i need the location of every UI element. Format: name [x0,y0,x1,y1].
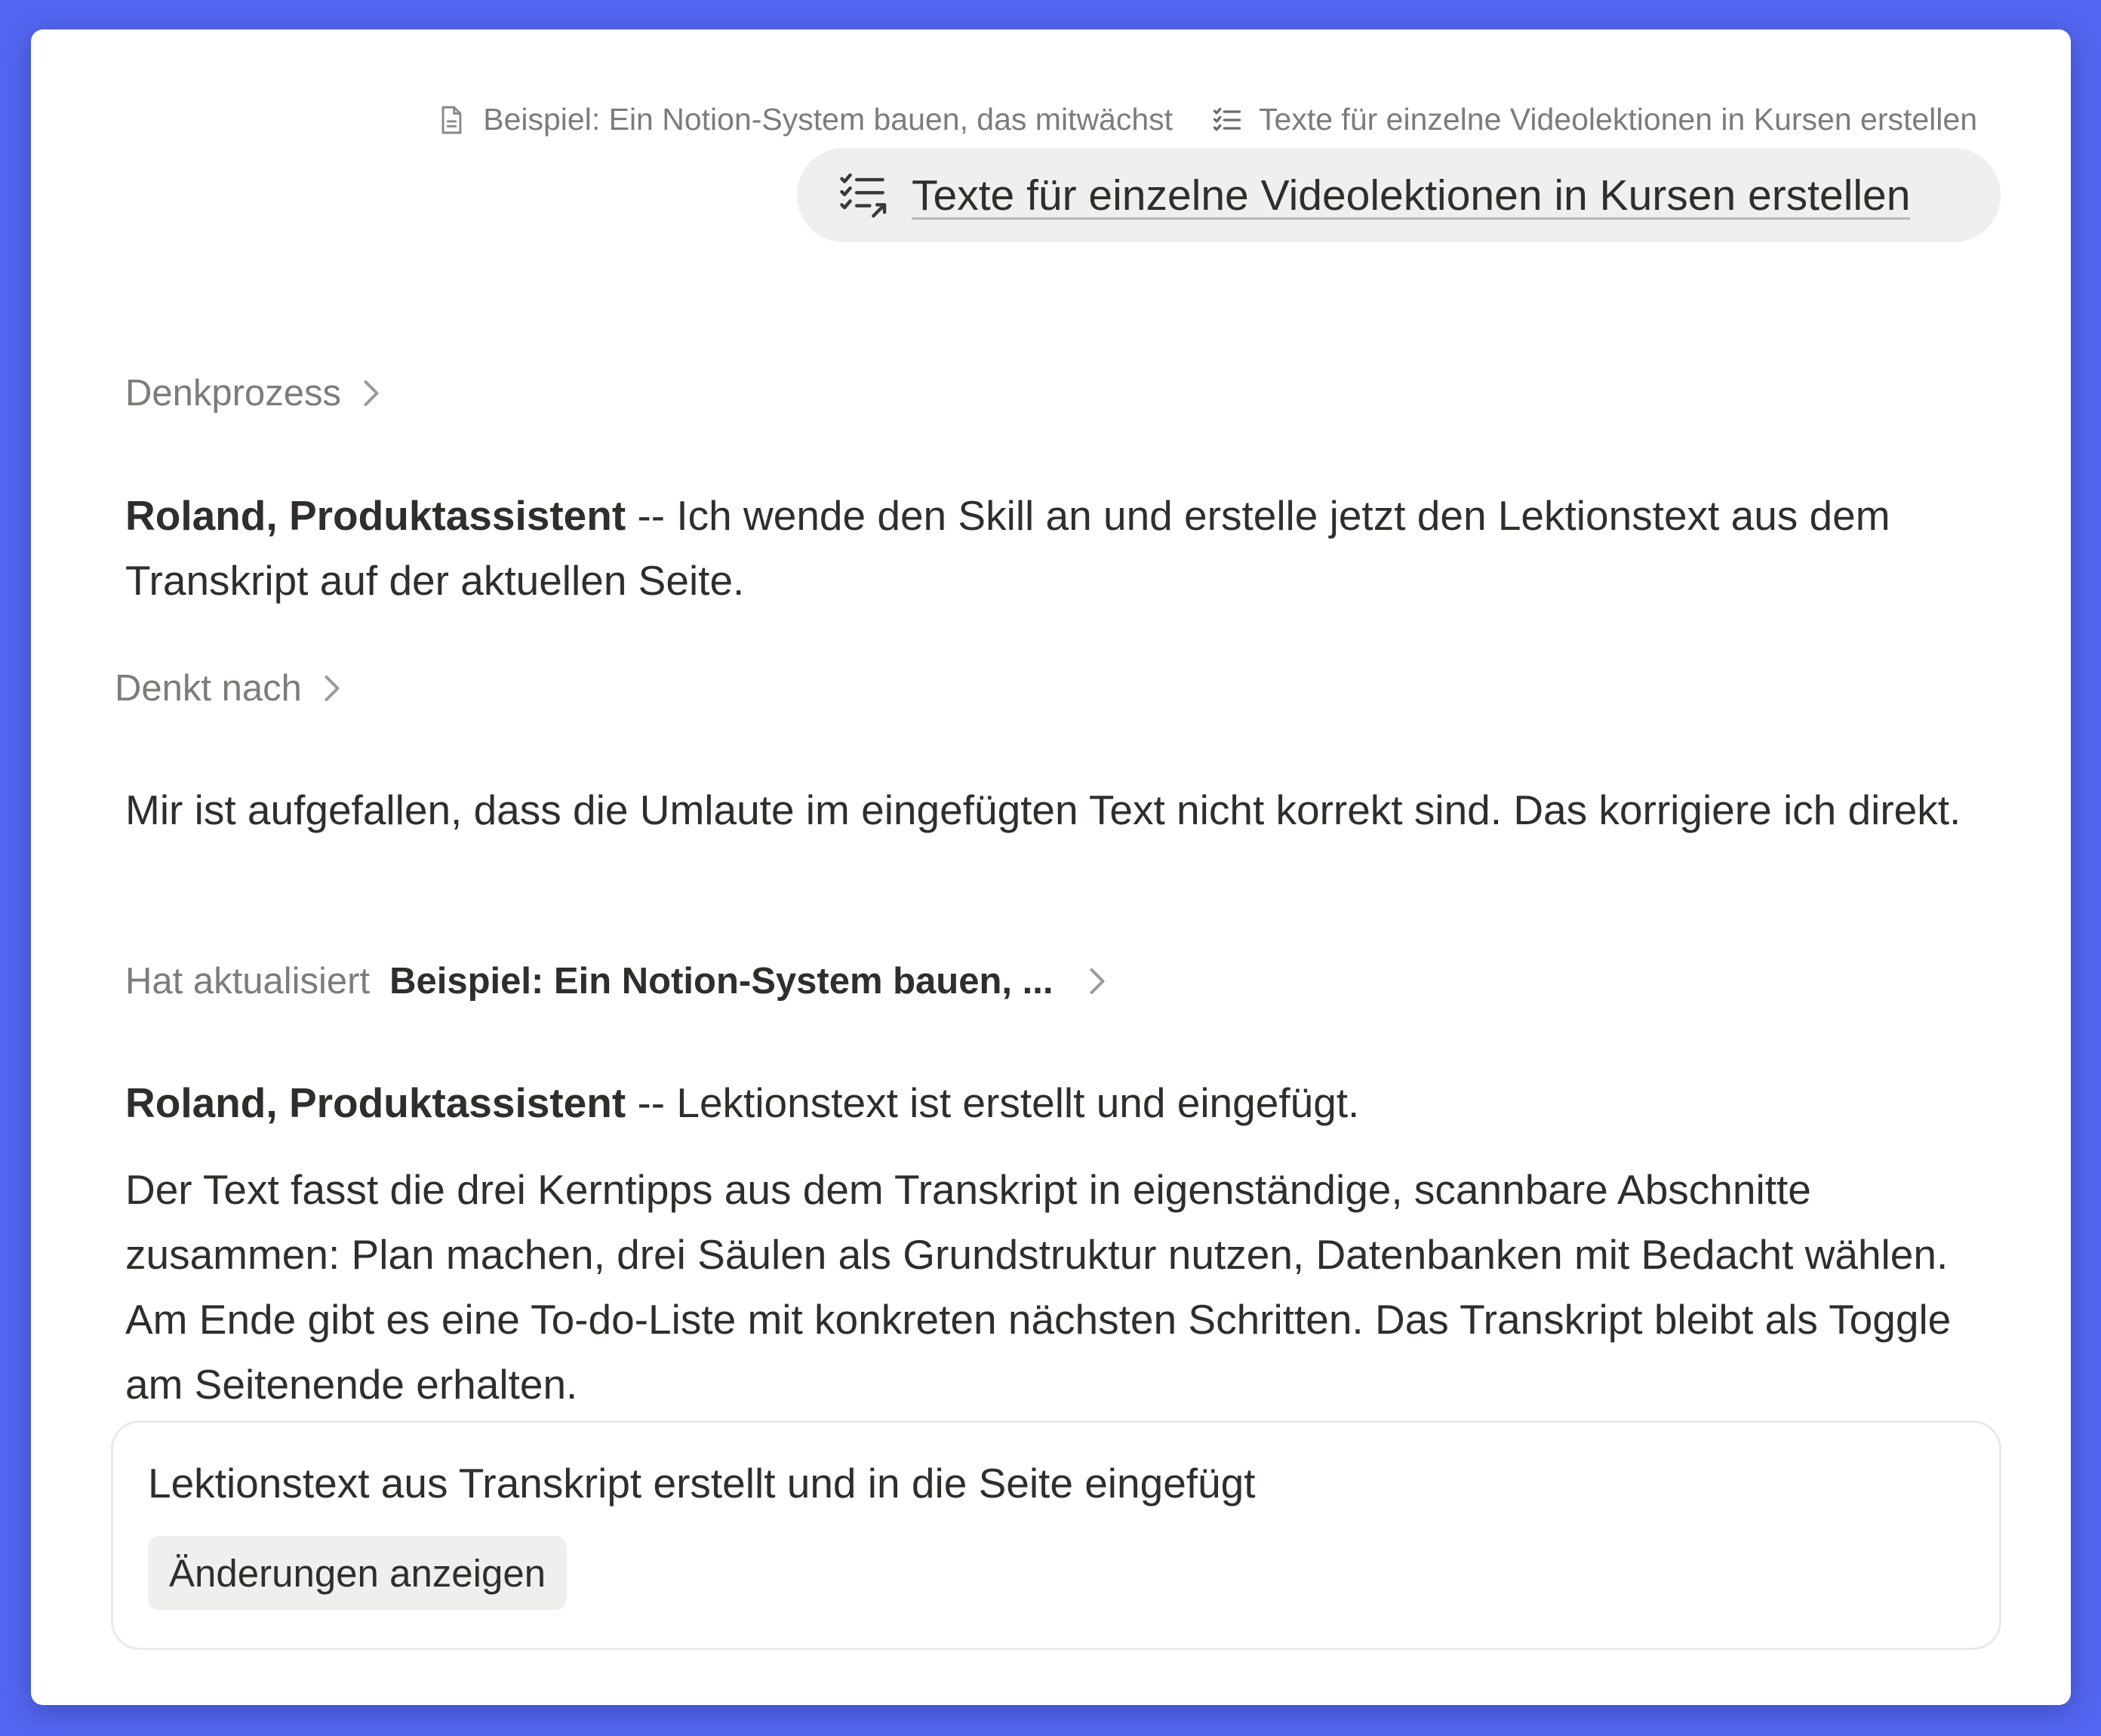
skill-pill[interactable] [797,148,2001,242]
change-summary-text: Lektionstext aus Transkript erstellt und in die Seite eingefügt [148,1460,1256,1507]
message-3 [125,1070,2012,1135]
message-3-text: -- Lektionstext ist erstellt und eingefügt. [626,1079,1360,1126]
skill-pill-label: Texte für einzelne Videolektionen in Kursen erstellen [912,171,1911,220]
message-3-author: Roland, Produktassistent [125,1079,626,1126]
checklist-icon [1210,103,1244,137]
thinking-process-label: Denkprozess [125,373,341,414]
thinking-process-toggle[interactable] [125,372,382,414]
message-1-author: Roland, Produktassistent [125,492,626,539]
context-page-label: Beispiel: Ein Notion-System bauen, das mitwächst [483,102,1174,137]
chevron-right-icon [1087,966,1108,996]
document-icon [435,103,468,137]
checklist-arrow-icon [838,171,891,220]
show-changes-button[interactable]: Änderungen anzeigen [148,1536,567,1610]
message-4: Der Text fasst die drei Kerntipps aus dem Transkript in eigenständige, scannbare Abschnitte zusammen: Plan machen, drei Säulen als Grundstruktur nutzen, Datenbanken mit Bedacht wählen. Am Ende gibt es eine To-do-Liste mit konkreten nächsten Schritten. Das Transkript bleibt als Toggle am Seitenende erhalten. [125,1166,1952,1408]
context-page-link[interactable] [435,102,1173,137]
updated-page-title: Beispiel: Ein Notion-System bauen, ... [389,961,1054,1002]
updated-prefix: Hat aktualisiert [125,961,371,1002]
change-summary-card [111,1421,2001,1650]
chat-panel [31,29,2071,1705]
message-1-text: -- Ich wende den Skill an und erstelle jetzt den Lektionstext aus dem Transkript auf der aktuellen Seite. [125,492,1890,604]
chevron-right-icon [321,673,343,703]
thinking-now-toggle[interactable] [115,667,343,709]
message-1 [125,483,2012,613]
chevron-right-icon [361,378,382,408]
updated-page-toggle[interactable] [125,960,1108,1002]
context-skill-label: Texte für einzelne Videolektionen in Kursen erstellen [1259,102,1977,137]
context-skill-link[interactable] [1210,102,1977,137]
context-bar [435,102,1977,137]
thinking-now-label: Denkt nach [115,668,302,709]
message-2: Mir ist aufgefallen, dass die Umlaute im eingefügten Text nicht korrekt sind. Das korrigiere ich direkt. [125,786,1961,833]
